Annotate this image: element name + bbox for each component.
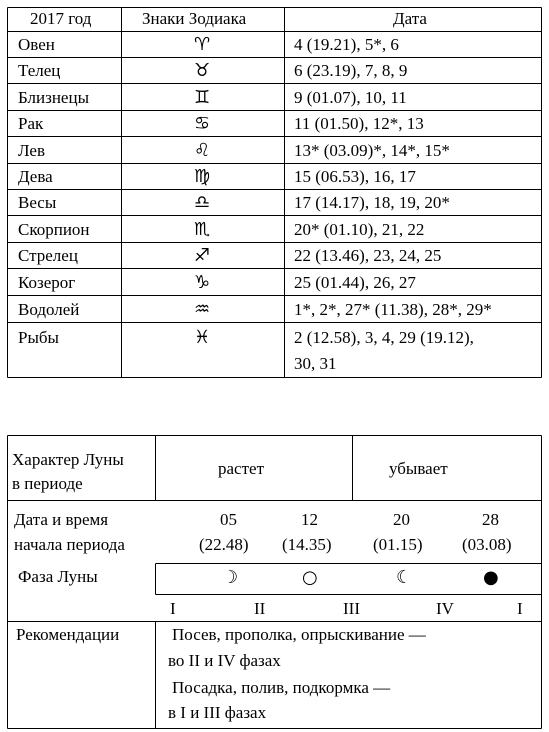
first-quarter-moon-icon: ☽ — [222, 567, 239, 588]
phase-numeral: I — [170, 599, 176, 618]
sign-dates: 13* (03.09)*, 14*, 15* — [294, 141, 450, 160]
moon-character-label: Характер Луны — [12, 450, 124, 469]
sign-name: Рак — [18, 114, 44, 133]
sign-dates: 11 (01.50), 12*, 13 — [294, 114, 424, 133]
sign-dates: 6 (23.19), 7, 8, 9 — [294, 61, 408, 80]
leo-icon: ♌ — [194, 140, 211, 161]
period-time: (22.48) — [199, 535, 249, 554]
libra-icon: ♎ — [194, 192, 211, 213]
period-time: (14.35) — [282, 535, 332, 554]
sign-dates: 2 (12.58), 3, 4, 29 (19.12), — [294, 328, 474, 347]
period-date-label: Дата и время — [14, 510, 109, 529]
sign-dates: 25 (01.44), 26, 27 — [294, 273, 416, 292]
sign-dates: 1*, 2*, 27* (11.38), 28*, 29* — [294, 300, 492, 319]
sign-name: Близнецы — [18, 88, 89, 107]
sign-dates: 17 (14.17), 18, 19, 20* — [294, 193, 450, 212]
recommendation-line: Посев, прополка, опрыскивание — — [172, 625, 426, 644]
recommendation-line: Посадка, полив, подкормка — — [172, 678, 391, 697]
sign-name: Дева — [18, 167, 53, 186]
moon-phase-label: Фаза Луны — [18, 567, 98, 586]
period-day: 20 — [393, 510, 410, 529]
sign-dates-continued: 30, 31 — [294, 354, 337, 373]
capricorn-icon: ♑ — [194, 272, 211, 293]
header-signs: Знаки Зодиака — [142, 9, 247, 28]
sign-dates: 4 (19.21), 5*, 6 — [294, 35, 399, 54]
header-year: 2017 год — [30, 9, 92, 28]
phase-numeral: IV — [436, 599, 454, 618]
last-quarter-moon-icon: ☾ — [396, 567, 413, 588]
sagittarius-icon: ♐ — [194, 245, 211, 266]
period-time: (03.08) — [462, 535, 512, 554]
period-day: 12 — [301, 510, 318, 529]
sign-dates: 20* (01.10), 21, 22 — [294, 220, 425, 239]
period-time: (01.15) — [373, 535, 423, 554]
sign-name: Скорпион — [18, 220, 90, 239]
pisces-icon: ♓ — [194, 327, 211, 348]
phase-numeral: III — [343, 599, 360, 618]
full-moon-icon: ○ — [302, 567, 318, 588]
moon-character-label-continued: в периоде — [12, 474, 83, 493]
period-day: 05 — [220, 510, 237, 529]
phase-numeral: II — [254, 599, 266, 618]
waning-label: убывает — [389, 459, 448, 478]
new-moon-icon: ● — [483, 567, 499, 588]
phase-numeral: I — [517, 599, 523, 618]
sign-name: Водолей — [18, 300, 80, 319]
sign-name: Лев — [18, 141, 45, 160]
recommendation-line: в I и III фазах — [168, 703, 267, 722]
recommendation-line: во II и IV фазах — [168, 651, 281, 670]
header-date: Дата — [393, 9, 427, 28]
sign-name: Рыбы — [18, 328, 59, 347]
sign-name: Весы — [18, 193, 57, 212]
cancer-icon: ♋ — [194, 113, 211, 134]
sign-name: Стрелец — [18, 246, 78, 265]
virgo-icon: ♍ — [194, 166, 211, 187]
period-day: 28 — [482, 510, 499, 529]
sign-name: Телец — [18, 61, 61, 80]
sign-dates: 22 (13.46), 23, 24, 25 — [294, 246, 442, 265]
sign-name: Козерог — [18, 273, 76, 292]
recommendations-label: Рекомендации — [16, 625, 120, 644]
waxing-label: растет — [218, 459, 264, 478]
aquarius-icon: ♒ — [194, 299, 211, 320]
taurus-icon: ♉ — [194, 60, 211, 81]
sign-dates: 15 (06.53), 16, 17 — [294, 167, 416, 186]
scorpio-icon: ♏ — [194, 219, 211, 240]
period-date-label-continued: начала периода — [14, 535, 125, 554]
sign-name: Овен — [18, 35, 55, 54]
sign-dates: 9 (01.07), 10, 11 — [294, 88, 407, 107]
gemini-icon: ♊ — [194, 87, 211, 108]
aries-icon: ♈ — [194, 34, 211, 55]
